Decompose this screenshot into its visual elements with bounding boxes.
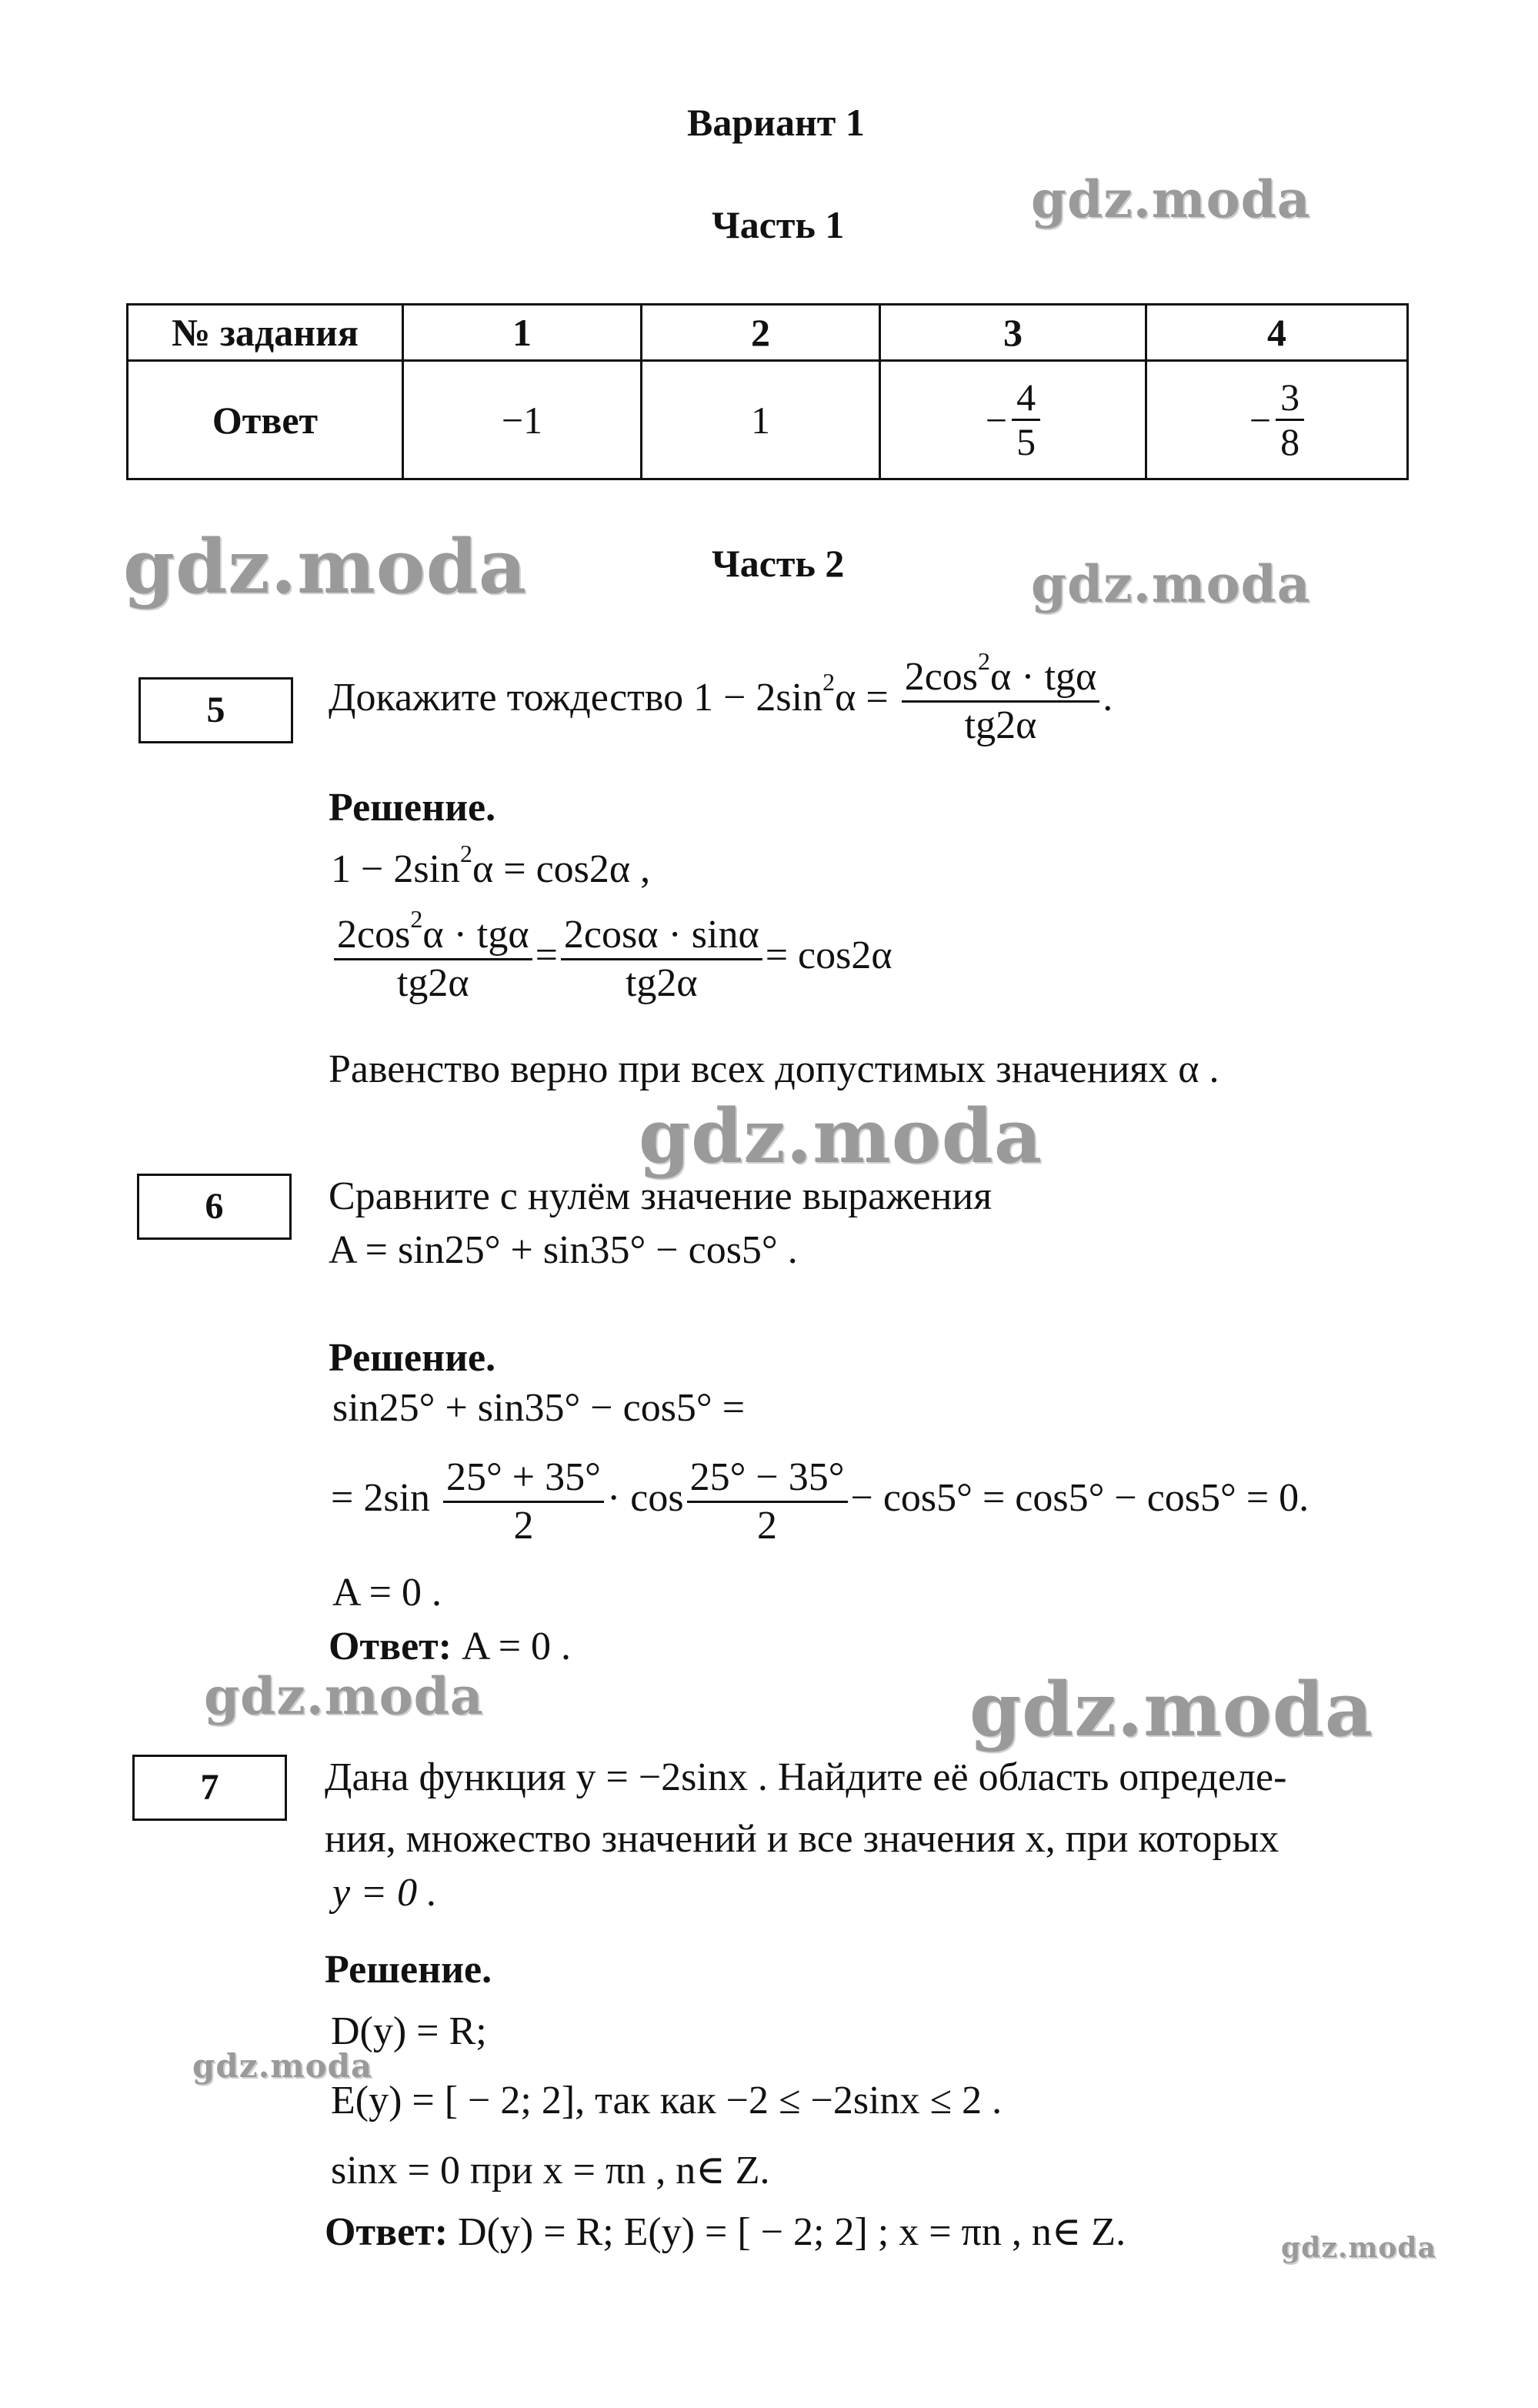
task-5-conclusion: Равенство верно при всех допустимых значениях α . — [329, 1047, 1219, 1091]
task-6-number: 6 — [137, 1174, 292, 1240]
task-7-answer: Ответ: D(y) = R; E(y) = [ − 2; 2] ; x = πn , n∈ Z. — [325, 2210, 1126, 2254]
table-header-row — [128, 305, 1408, 361]
task-6-solution-label: Решение. — [329, 1336, 496, 1380]
task-7-statement-line-1: Дана функция y = −2sinx . Найдите её область определе- — [325, 1755, 1287, 1799]
watermark: gdz.moda — [969, 1666, 1374, 1753]
answer-3-numerator: 4 — [1016, 376, 1036, 419]
task-6-solution-line-1: sin25° + sin35° − cos5° = — [332, 1386, 746, 1430]
answer-2: 1 — [642, 361, 880, 479]
task-6-statement-line-1: Сравните с нулём значение выражения — [329, 1174, 993, 1218]
task-5-statement — [329, 647, 1113, 749]
watermark: gdz.moda — [192, 2047, 373, 2085]
watermark: gdz.moda — [639, 1093, 1043, 1180]
task-7-statement-line-2: ния, множество значений и все значения x, при которых — [325, 1817, 1279, 1861]
task-6-answer: Ответ: A = 0 . — [329, 1625, 572, 1668]
watermark: gdz.moda — [1031, 169, 1311, 229]
task-5-solution-line-1: $1 - 2\sin^2\alpha = \cos 2\alpha$ , — [331, 840, 651, 891]
answer-4-denominator: 8 — [1276, 419, 1304, 463]
task-5-solution-fraction-1: $\frac{2\cos^2\alpha \cdot tg\alpha}{tg2\alpha}$ — [334, 912, 532, 1007]
task-5-rhs-fraction — [902, 647, 1100, 749]
variant-title: Вариант 1 — [687, 101, 865, 144]
part2-title: Часть 2 — [712, 542, 845, 585]
task-number-header: № задания — [128, 305, 403, 361]
answer-4-sign: − — [1249, 398, 1272, 442]
watermark: gdz.moda — [1281, 2232, 1436, 2264]
table-answer-row — [128, 361, 1408, 479]
answer-1: −1 — [403, 361, 642, 479]
task-7-solution-line-3: sinx = 0 при x = πn , n∈ Z. — [331, 2149, 770, 2193]
task-1-header: 1 — [403, 305, 642, 361]
watermark: gdz.moda — [123, 523, 528, 610]
task-5-number: 5 — [138, 677, 293, 743]
watermark: gdz.moda — [1031, 554, 1311, 614]
task-5-rhs-numerator: $2\cos^2\alpha \cdot tg\alpha$ — [904, 647, 1097, 699]
answer-3-fraction — [1012, 376, 1040, 463]
task-3-header: 3 — [880, 305, 1146, 361]
task-7-solution-label: Решение. — [325, 1948, 492, 1992]
answer-3-sign: − — [985, 398, 1008, 442]
task-2-header: 2 — [642, 305, 880, 361]
task-7-solution-line-2: E(y) = [ − 2; 2], так как −2 ≤ −2sinx ≤ 2 . — [331, 2079, 1003, 2122]
task-6-solution-line-3: A = 0 . — [332, 1571, 442, 1615]
task-5-solution-label: Решение. — [329, 786, 496, 830]
watermark: gdz.moda — [204, 1666, 484, 1726]
answer-4 — [1146, 361, 1408, 479]
task-5-solution-line-2: $\frac{2\cos^2\alpha \cdot tg\alpha}{tg2\alpha}$ = $\frac{2\cos\alpha \cdot \sin\alpha}{tg2\alpha}$ = cos2α — [331, 912, 892, 1007]
task-6-fraction-1: $\frac{25^\circ + 35^\circ}{2}$ — [443, 1454, 604, 1549]
answer-3-denominator: 5 — [1012, 419, 1040, 463]
answer-row-label: Ответ — [128, 361, 403, 479]
task-6-statement-line-2: A = sin25° + sin35° − cos5° . — [329, 1228, 798, 1272]
task-7-solution-line-1: D(y) = R; — [331, 2009, 487, 2053]
task-5-rhs-denominator: tg2α — [902, 700, 1100, 749]
task-7-number: 7 — [132, 1755, 287, 1821]
part1-title: Часть 1 — [712, 203, 845, 246]
task-4-header: 4 — [1146, 305, 1408, 361]
answer-4-fraction — [1276, 376, 1304, 463]
task-6-fraction-2: $\frac{25^\circ - 35^\circ}{2}$ — [687, 1454, 848, 1549]
task-5-prefix: Докажите тождество — [329, 676, 684, 720]
task-5-end: . — [1103, 676, 1113, 720]
task-5-lhs-tail: α = — [835, 676, 889, 720]
answer-3 — [880, 361, 1146, 479]
task-5-lhs-exp: 2 — [822, 668, 836, 696]
answer-4-numerator: 3 — [1280, 376, 1300, 419]
task-6-solution-line-2: = 2sin $\frac{25^\circ + 35^\circ}{2}$ · cos $\frac{25^\circ - 35^\circ}{2}$ − cos5° = cos5° − cos5° = 0. — [331, 1455, 1309, 1548]
answers-table — [126, 303, 1409, 480]
task-5-solution-fraction-2: $\frac{2\cos\alpha \cdot \sin\alpha}{tg2\alpha}$ — [561, 912, 762, 1007]
task-5-lhs: 1 − 2sin — [693, 676, 823, 720]
task-7-statement-line-3: y = 0 . — [332, 1871, 438, 1915]
